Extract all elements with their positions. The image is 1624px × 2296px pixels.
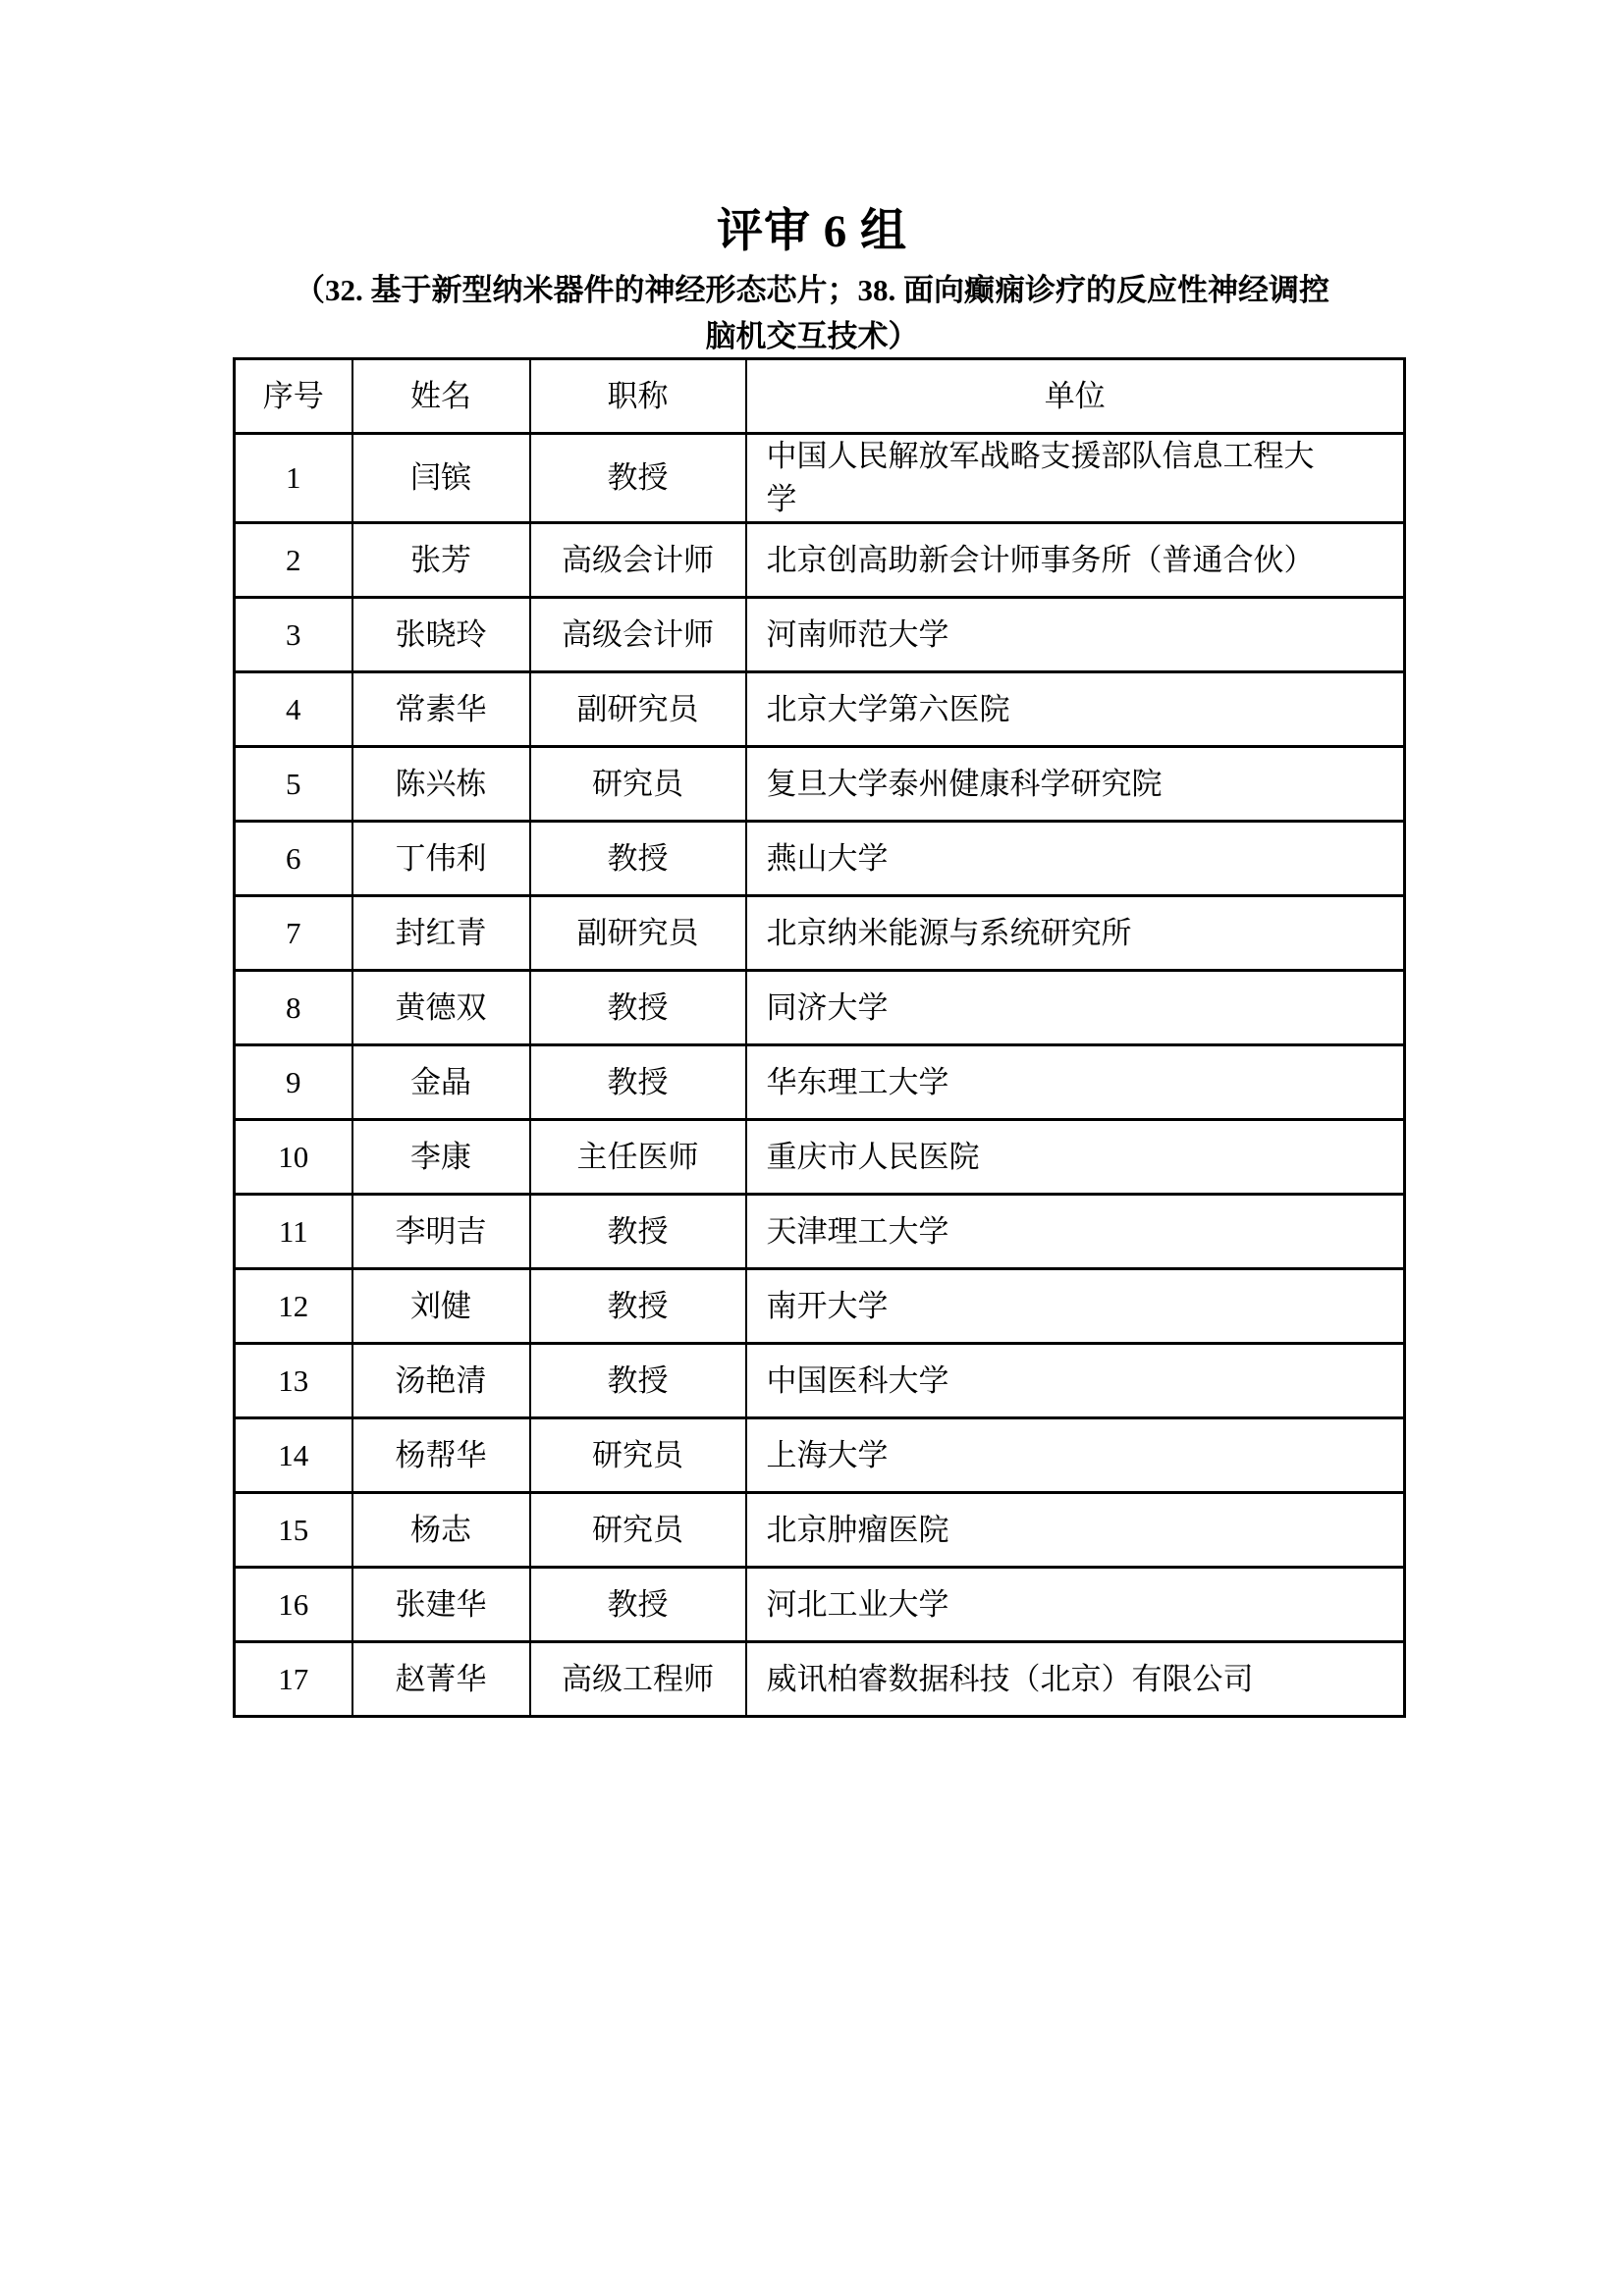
cell-job-title: 高级会计师 [530,523,746,598]
table-header-row [235,359,1405,434]
cell-job-title: 高级会计师 [530,598,746,672]
cell-job-title: 高级工程师 [530,1642,746,1717]
page-title: 评审 6 组 [717,206,907,257]
cell-organization: 北京肿瘤医院 [746,1493,1405,1568]
subtitle-line-2: 脑机交互技术） [705,319,919,353]
cell-name: 常素华 [352,672,530,747]
cell-serial-number: 5 [235,747,352,822]
table-row [235,1418,1405,1493]
cell-job-title: 研究员 [530,1418,746,1493]
cell-job-title: 研究员 [530,1493,746,1568]
cell-serial-number: 9 [235,1045,352,1120]
cell-serial-number: 12 [235,1269,352,1344]
cell-organization: 北京大学第六医院 [746,672,1405,747]
table-row [235,1568,1405,1642]
table-row [235,1344,1405,1418]
cell-name: 杨志 [352,1493,530,1568]
cell-name: 刘健 [352,1269,530,1344]
table-row [235,1195,1405,1269]
cell-job-title: 教授 [530,1269,746,1344]
table-row [235,523,1405,598]
cell-job-title: 教授 [530,1344,746,1418]
cell-name: 杨帮华 [352,1418,530,1493]
cell-organization: 中国医科大学 [746,1344,1405,1418]
cell-organization: 北京纳米能源与系统研究所 [746,896,1405,971]
header-name: 姓名 [352,359,530,434]
cell-name: 赵菁华 [352,1642,530,1717]
cell-organization: 中国人民解放军战略支援部队信息工程大学 [746,434,1405,523]
cell-job-title: 教授 [530,1568,746,1642]
cell-organization: 燕山大学 [746,822,1405,896]
cell-serial-number: 1 [235,434,352,523]
table-row [235,1269,1405,1344]
cell-serial-number: 13 [235,1344,352,1418]
cell-organization: 天津理工大学 [746,1195,1405,1269]
table-body [235,434,1405,1717]
cell-job-title: 副研究员 [530,896,746,971]
table-row [235,971,1405,1045]
cell-name: 李明吉 [352,1195,530,1269]
subtitle-line-1: （32. 基于新型纳米器件的神经形态芯片；38. 面向癫痫诊疗的反应性神经调控 [295,273,1329,307]
cell-job-title: 研究员 [530,747,746,822]
cell-job-title: 副研究员 [530,672,746,747]
header-serial-number: 序号 [235,359,352,434]
cell-organization: 河北工业大学 [746,1568,1405,1642]
cell-organization: 重庆市人民医院 [746,1120,1405,1195]
cell-serial-number: 10 [235,1120,352,1195]
cell-serial-number: 6 [235,822,352,896]
cell-organization: 河南师范大学 [746,598,1405,672]
cell-organization: 上海大学 [746,1418,1405,1493]
cell-name: 张建华 [352,1568,530,1642]
table-row [235,1120,1405,1195]
table-row [235,434,1405,523]
cell-serial-number: 7 [235,896,352,971]
table-row [235,598,1405,672]
cell-serial-number: 8 [235,971,352,1045]
cell-organization: 北京创高助新会计师事务所（普通合伙） [746,523,1405,598]
cell-serial-number: 4 [235,672,352,747]
cell-organization: 威讯柏睿数据科技（北京）有限公司 [746,1642,1405,1717]
cell-organization: 复旦大学泰州健康科学研究院 [746,747,1405,822]
cell-name: 张晓玲 [352,598,530,672]
table-row [235,896,1405,971]
cell-job-title: 教授 [530,971,746,1045]
table-row [235,672,1405,747]
cell-job-title: 主任医师 [530,1120,746,1195]
cell-serial-number: 16 [235,1568,352,1642]
table-row [235,822,1405,896]
cell-name: 闫镔 [352,434,530,523]
cell-name: 封红青 [352,896,530,971]
cell-job-title: 教授 [530,434,746,523]
cell-name: 汤艳清 [352,1344,530,1418]
cell-organization: 华东理工大学 [746,1045,1405,1120]
cell-name: 丁伟利 [352,822,530,896]
page-subtitle [247,267,1377,359]
reviewer-table [233,357,1406,1718]
cell-job-title: 教授 [530,1195,746,1269]
table-row [235,1045,1405,1120]
table-row [235,747,1405,822]
cell-organization: 南开大学 [746,1269,1405,1344]
cell-organization: 同济大学 [746,971,1405,1045]
table-row [235,1642,1405,1717]
cell-serial-number: 11 [235,1195,352,1269]
cell-serial-number: 15 [235,1493,352,1568]
table-row [235,1493,1405,1568]
cell-serial-number: 3 [235,598,352,672]
header-job-title: 职称 [530,359,746,434]
cell-name: 李康 [352,1120,530,1195]
cell-name: 张芳 [352,523,530,598]
cell-job-title: 教授 [530,822,746,896]
cell-serial-number: 17 [235,1642,352,1717]
header-organization: 单位 [746,359,1405,434]
cell-job-title: 教授 [530,1045,746,1120]
cell-serial-number: 14 [235,1418,352,1493]
cell-name: 黄德双 [352,971,530,1045]
cell-serial-number: 2 [235,523,352,598]
cell-name: 金晶 [352,1045,530,1120]
cell-name: 陈兴栋 [352,747,530,822]
